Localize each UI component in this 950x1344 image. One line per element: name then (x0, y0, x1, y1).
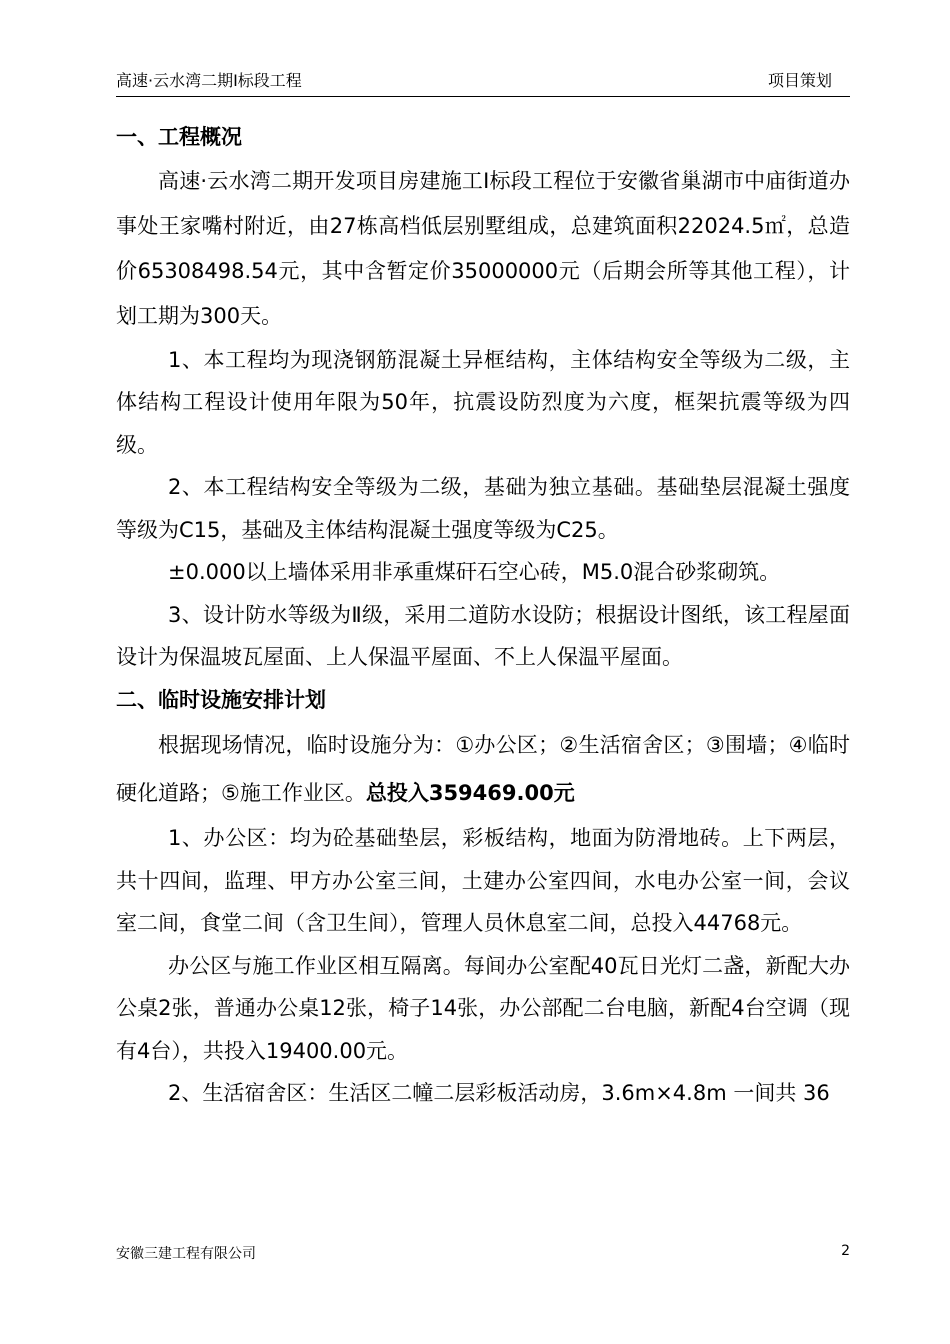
section-2-total-investment: 总投入359469.00元 (365, 781, 575, 805)
section-1-heading: 一、工程概况 (116, 125, 242, 149)
page-number: 2 (841, 1243, 850, 1259)
section-2-paragraph-office-equipment: 办公区与施工作业区相互隔离。每间办公室配40瓦日光灯二盏，新配大办公桌2张，普通办公桌12张，椅子14张，办公部配二台电脑，新配4台空调（现有4台），共投入19400.00元。 (116, 953, 850, 1063)
section-2-heading: 二、临时设施安排计划 (116, 687, 326, 712)
header-project-name: 高速·云水湾二期Ⅰ标段工程 (116, 71, 302, 90)
section-1-paragraph-foundation: 2、本工程结构安全等级为二级，基础为独立基础。基础垫层混凝土强度等级为C15，基础及主体结构混凝土强度等级为C25。 (116, 475, 850, 542)
section-2-paragraph-intro (116, 721, 850, 817)
document-body (116, 116, 850, 1115)
section-2-intro-text: 根据现场情况，临时设施分为：①办公区；②生活宿舍区；③围墙；④临时硬化道路；⑤施工作业区。 (116, 733, 850, 805)
section-2-paragraph-office: 1、办公区：均为砼基础垫层，彩板结构，地面为防滑地砖。上下两层，共十四间，监理、甲方办公室三间，土建办公室四间，水电办公室一间，会议室二间，食堂二间（含卫生间），管理人员休息室二间，总投入44768元。 (116, 826, 850, 935)
footer-company-name: 安徽三建工程有限公司 (116, 1246, 256, 1262)
section-2-paragraph-dormitory: 2、生活宿舍区：生活区二幢二层彩板活动房，3.6m×4.8m 一间共 36 (168, 1081, 830, 1105)
section-1-paragraph-structure: 1、本工程均为现浇钢筋混凝土异框结构，主体结构安全等级为二级，主体结构工程设计使用年限为50年，抗震设防烈度为六度，框架抗震等级为四级。 (116, 347, 850, 457)
page-header (116, 66, 850, 94)
section-1-paragraph-waterproofing: 3、设计防水等级为Ⅱ级，采用二道防水设防；根据设计图纸，该工程屋面设计为保温坡瓦屋面、上人保温平屋面、不上人保温平屋面。 (116, 602, 850, 669)
section-1-paragraph-overview: 高速·云水湾二期开发项目房建施工Ⅰ标段工程位于安徽省巢湖市中庙街道办事处王家嘴村附近，由27栋高档低层别墅组成，总建筑面积22024.5㎡，总造价65308498.54元，其中含暂定价35000000元（后期会所等其他工程），计划工期为300天。 (116, 168, 850, 328)
header-divider (116, 96, 850, 97)
section-1-paragraph-walls: ±0.000以上墙体采用非承重煤矸石空心砖，M5.0混合砂浆砌筑。 (168, 560, 781, 584)
header-section-title: 项目策划 (767, 71, 832, 90)
